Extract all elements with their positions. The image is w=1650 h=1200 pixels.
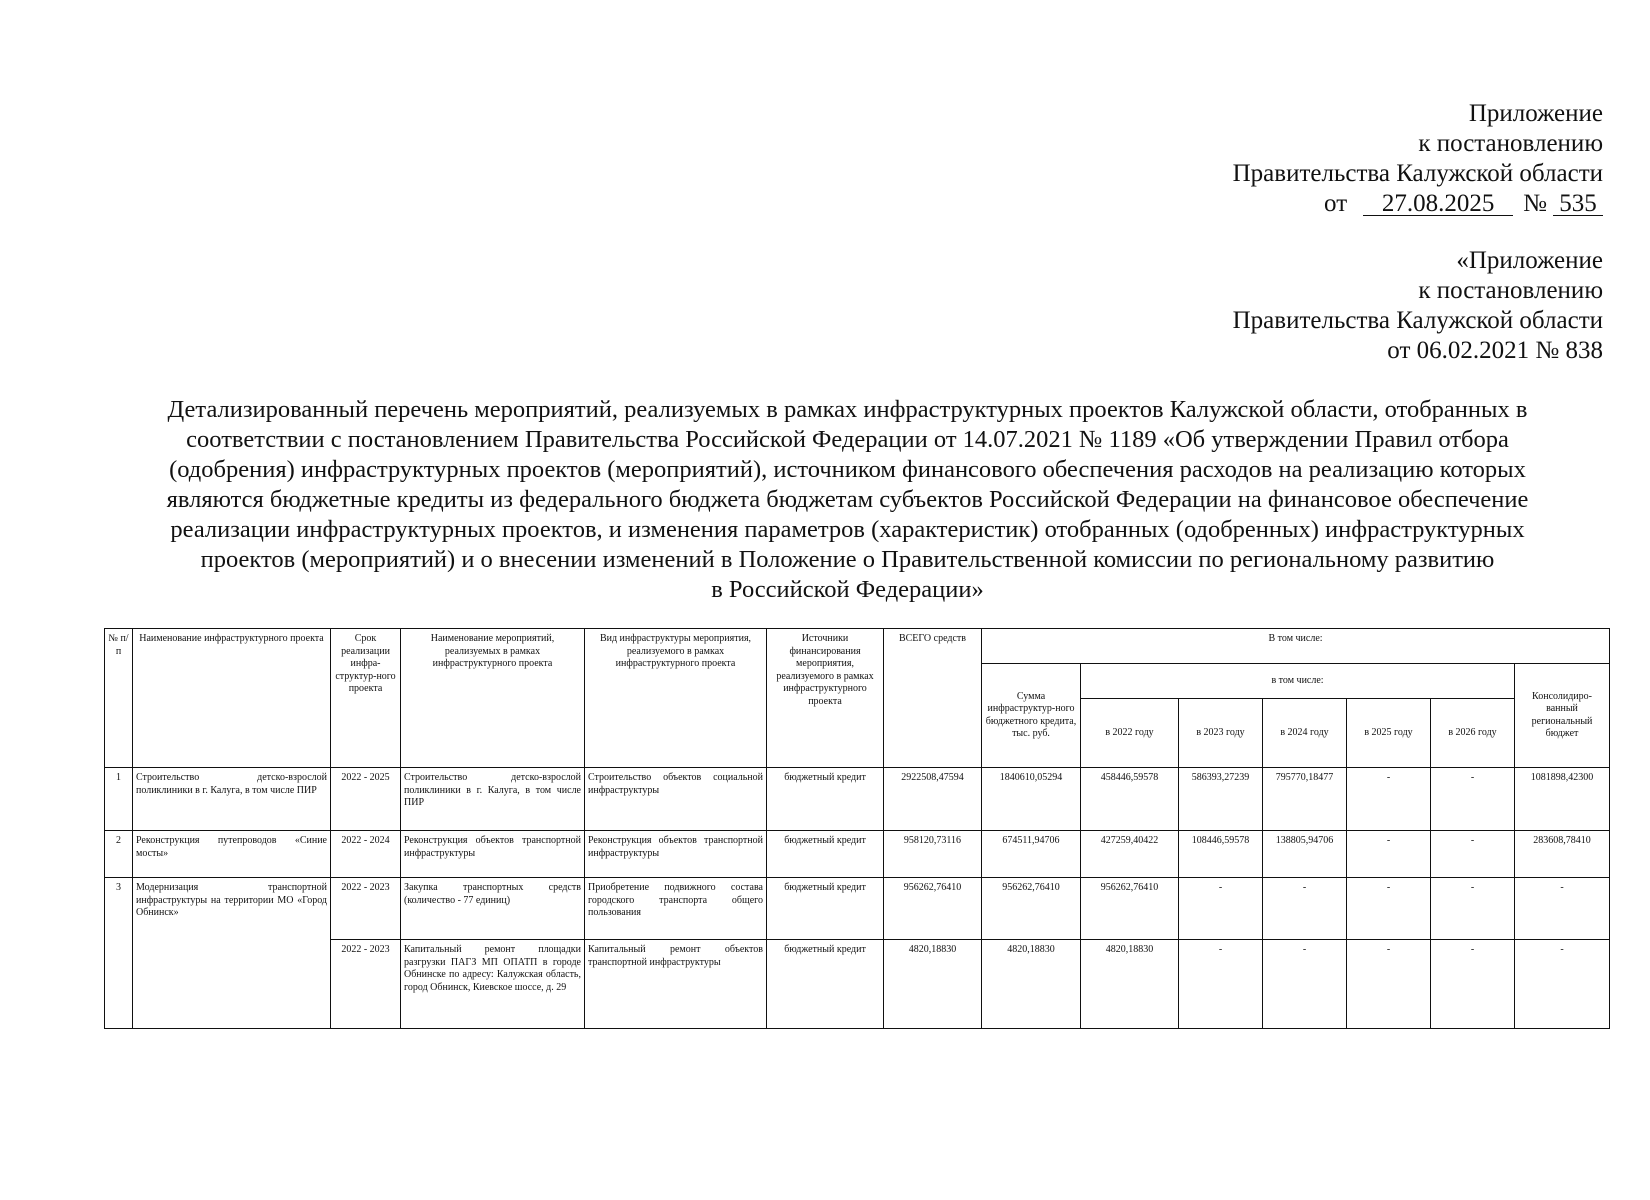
row-2025: -: [1347, 768, 1431, 831]
title-line: являются бюджетные кредиты из федерального бюджета бюджетам субъектов Российской Федерации на финансовое обеспечение: [166, 486, 1529, 513]
projects-table: [104, 628, 1610, 1029]
table-row: [105, 940, 1610, 1029]
header-ot: от: [1324, 190, 1348, 217]
row-activity: Капитальный ремонт площадки разгрузки ПАГЗ МП ОПАТП в городе Обнинске по адресу: Калужская область, город Обнинск, Киевское шоссе, д. 29: [401, 940, 585, 1029]
row-consolidated: 283608,78410: [1515, 831, 1610, 878]
row-project: Реконструкция путепроводов «Синие мосты»: [133, 831, 331, 878]
approval-header: [1233, 99, 1603, 219]
row-2024: -: [1263, 940, 1347, 1029]
table-row: [105, 831, 1610, 878]
row-source: бюджетный кредит: [767, 940, 884, 1029]
header-credit-sum: Сумма инфраструктур-ного бюджетного кредита, тыс. руб.: [982, 664, 1081, 768]
row-2022: 956262,76410: [1081, 878, 1179, 940]
row-2022: 4820,18830: [1081, 940, 1179, 1029]
row-2024: 138805,94706: [1263, 831, 1347, 878]
header-including: В том числе:: [982, 629, 1610, 664]
row-2023: 108446,59578: [1179, 831, 1263, 878]
row-total: 958120,73116: [884, 831, 982, 878]
header-year-2023: в 2023 году: [1179, 699, 1263, 768]
row-total: 4820,18830: [884, 940, 982, 1029]
row-source: бюджетный кредит: [767, 831, 884, 878]
title-line: в Российской Федерации»: [711, 576, 984, 603]
row-infra-type: Приобретение подвижного состава городского транспорта общего пользования: [585, 878, 767, 940]
row-term: 2022 - 2023: [331, 940, 401, 1029]
row-consolidated: 1081898,42300: [1515, 768, 1610, 831]
title-line: Детализированный перечень мероприятий, реализуемых в рамках инфраструктурных проектов Калужской области, отобранных в: [167, 396, 1528, 423]
row-activity: Строительство детско-взрослой поликлиники в г. Калуга, в том числе ПИР: [401, 768, 585, 831]
row-total: 956262,76410: [884, 878, 982, 940]
title-line: реализации инфраструктурных проектов, и изменения параметров (характеристик) отобранных (одобренных) инфраструктурных: [170, 516, 1525, 543]
previous-appendix-header: [1233, 246, 1603, 366]
row-activity: Закупка транспортных средств (количество - 77 единиц): [401, 878, 585, 940]
row-source: бюджетный кредит: [767, 768, 884, 831]
header-total: ВСЕГО средств: [884, 629, 982, 768]
row-term: 2022 - 2023: [331, 878, 401, 940]
row-2024: -: [1263, 878, 1347, 940]
row-2025: -: [1347, 878, 1431, 940]
header-line-government: Правительства Калужской области: [1232, 160, 1603, 187]
row-2026: -: [1431, 878, 1515, 940]
row-2025: -: [1347, 940, 1431, 1029]
row-project: Строительство детско-взрослой поликлиники в г. Калуга, в том числе ПИР: [133, 768, 331, 831]
row-2023: -: [1179, 940, 1263, 1029]
header-num: № п/п: [105, 629, 133, 768]
title-line: проектов (мероприятий) и о внесении изменений в Положение о Правительственной комиссии по региональному развитию: [200, 546, 1495, 573]
row-2026: -: [1431, 831, 1515, 878]
row-term: 2022 - 2024: [331, 831, 401, 878]
row-num: 3: [105, 878, 133, 1029]
row-num: 1: [105, 768, 133, 831]
header-term: Срок реализации инфра-структур-ного проекта: [331, 629, 401, 768]
row-2023: 586393,27239: [1179, 768, 1263, 831]
header-number: 535: [1553, 193, 1603, 216]
row-2026: -: [1431, 768, 1515, 831]
row-2025: -: [1347, 831, 1431, 878]
old-header-line-date-number: от 06.02.2021 № 838: [1387, 337, 1603, 364]
old-header-line-to-resolution: к постановлению: [1418, 277, 1603, 304]
header-year-2026: в 2026 году: [1431, 699, 1515, 768]
header-num-sign: №: [1523, 190, 1547, 217]
row-infra-type: Строительство объектов социальной инфраструктуры: [585, 768, 767, 831]
header-date: 27.08.2025: [1363, 193, 1513, 216]
header-activity: Наименование мероприятий, реализуемых в рамках инфраструктурного проекта: [401, 629, 585, 768]
header-including-years: в том числе:: [1081, 664, 1515, 699]
table-row: [105, 878, 1610, 940]
row-credit-sum: 4820,18830: [982, 940, 1081, 1029]
header-line-date-number: [1233, 189, 1603, 219]
header-line-to-resolution: к постановлению: [1418, 130, 1603, 157]
old-header-line-appendix: «Приложение: [1456, 247, 1603, 274]
title-line: (одобрения) инфраструктурных проектов (мероприятий), источником финансового обеспечения расходов на реализацию которых: [169, 456, 1526, 483]
header-year-2022: в 2022 году: [1081, 699, 1179, 768]
row-num: 2: [105, 831, 133, 878]
row-infra-type: Капитальный ремонт объектов транспортной инфраструктуры: [585, 940, 767, 1029]
row-2026: -: [1431, 940, 1515, 1029]
row-credit-sum: 956262,76410: [982, 878, 1081, 940]
row-term: 2022 - 2025: [331, 768, 401, 831]
table-row: [105, 768, 1610, 831]
row-project: Модернизация транспортной инфраструктуры на территории МО «Город Обнинск»: [133, 878, 331, 1029]
row-2022: 427259,40422: [1081, 831, 1179, 878]
row-2024: 795770,18477: [1263, 768, 1347, 831]
header-project: Наименование инфраструктурного проекта: [133, 629, 331, 768]
row-consolidated: -: [1515, 878, 1610, 940]
header-consolidated: Консолидиро-ванный региональный бюджет: [1515, 664, 1610, 768]
row-2023: -: [1179, 878, 1263, 940]
old-header-line-government: Правительства Калужской области: [1232, 307, 1603, 334]
row-credit-sum: 674511,94706: [982, 831, 1081, 878]
header-sources: Источники финансирования мероприятия, реализуемого в рамках инфраструктурного проекта: [767, 629, 884, 768]
row-consolidated: -: [1515, 940, 1610, 1029]
row-source: бюджетный кредит: [767, 878, 884, 940]
document-title: [120, 395, 1575, 605]
header-year-2025: в 2025 году: [1347, 699, 1431, 768]
title-line: соответствии с постановлением Правительства Российской Федерации от 14.07.2021 № 1189 «Об утверждении Правил отбора: [186, 426, 1509, 453]
row-2022: 458446,59578: [1081, 768, 1179, 831]
row-activity: Реконструкция объектов транспортной инфраструктуры: [401, 831, 585, 878]
header-year-2024: в 2024 году: [1263, 699, 1347, 768]
header-infra-type: Вид инфраструктуры мероприятия, реализуемого в рамках инфраструктурного проекта: [585, 629, 767, 768]
header-line-appendix: Приложение: [1468, 100, 1603, 127]
row-infra-type: Реконструкция объектов транспортной инфраструктуры: [585, 831, 767, 878]
row-credit-sum: 1840610,05294: [982, 768, 1081, 831]
row-total: 2922508,47594: [884, 768, 982, 831]
